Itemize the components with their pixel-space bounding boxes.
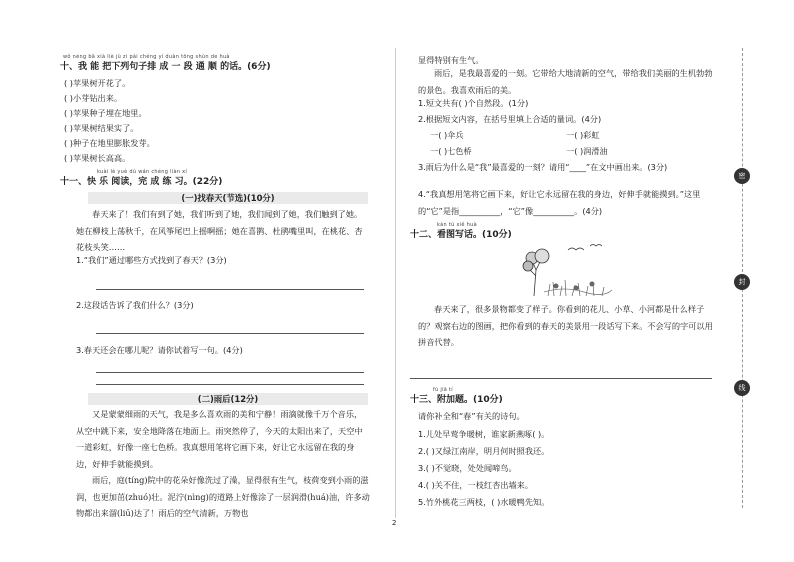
seal-mark-3: 线: [734, 380, 750, 396]
q10-title: 十、我 能 把下列句子排 成 一 段 通 顺 的话。(6分): [60, 62, 271, 72]
answer-line[interactable]: [96, 384, 364, 385]
part1-passage: 春天来了！我们有到了她，我们听到了她，我们闻到了她，我们触到了她。她在柳枝上荡秋千，在风筝尾巴上摇啊摇；她在喜鹊、杜鹃嘴里叫，在桃花、杏花枝头笑……: [76, 209, 363, 252]
river-icon: [544, 289, 612, 295]
seal-mark-1: 密: [734, 168, 750, 184]
q10-item-3[interactable]: ( )苹果种子埋在地里。: [64, 108, 147, 118]
q10-item-1[interactable]: ( )苹果树开花了。: [64, 78, 131, 88]
q13-title: 十三、附加题。(10分): [410, 395, 503, 405]
rq4: 4.“我真想用笔将它画下来，好让它永远留在我的身边，好伸手就能摸到。”这里的“它”是指__________，“它”像__________。(4分): [418, 189, 701, 216]
q10-item-6[interactable]: ( )苹果树长高高。: [64, 153, 131, 163]
q10-pinyin: wǒ néng bǎ xià liè jù zi pái chéng yí duàn tōng shùn de huà: [63, 54, 230, 60]
page-number: 2: [392, 519, 397, 527]
part1-heading: (一)找春天(节选)(10分): [88, 192, 368, 204]
rq2-item-1[interactable]: 一( )伞兵: [430, 130, 464, 140]
q10-item-5[interactable]: ( )种子在地里膨胀发芽。: [64, 138, 155, 148]
answer-line[interactable]: [410, 378, 712, 379]
spring-illustration: [520, 240, 612, 298]
rq2-item-4[interactable]: 一( )润滑油: [566, 146, 608, 156]
answer-line[interactable]: [96, 333, 364, 334]
part1-q2: 2.这段话告诉了我们什么？(3分): [76, 300, 194, 310]
rq1: 1.短文共有( )个自然段。(1分): [418, 98, 529, 108]
rq3: 3.雨后为什么是“我”最喜爱的一刻？请用“____”在文中画出来。(3分): [418, 162, 668, 172]
part2-passage: 又是蒙蒙细雨的天气，我是多么喜欢雨的美和宁静！雨滴就像千万个音乐，从空中跳下来，安全地降落在地面上。雨突然停了，今天的太阳出来了，天空中一道彩虹，好像一座七色桥。我真想用笔将它画下来，好让它永远留在我的身边，好伸手就能摸到。: [76, 409, 363, 469]
seal-mark-2: 封: [734, 274, 750, 290]
right-continuation: 显得特别有生气。: [418, 55, 484, 65]
q12-pinyin: kàn tú xiě huà: [437, 222, 477, 228]
q13-item-1[interactable]: 1.儿处早莺争暖树，谁家新燕啄( )。: [418, 429, 550, 439]
q13-intro: 请你补全和“春”有关的诗句。: [418, 411, 525, 421]
part2-passage-2: 雨后，庭(tíng)院中的花朵好像洗过了澡，显得很有生气，枝荷变到小雨的滋润，也更加茁(zhuó)壮。泥泞(nìng)的道路上好像涂了一层润滑(huá)油，许多动物都出来溜(liū)达了！雨后的空气清新，万物也: [76, 475, 370, 518]
q13-item-2[interactable]: 2.( )又绿江南岸，明月何时照我还。: [418, 446, 550, 456]
q13-pinyin: fù jiā tí: [433, 387, 453, 393]
part1-q1: 1.“我们”通过哪些方式找到了春天？(3分): [76, 255, 227, 265]
answer-line[interactable]: [96, 372, 364, 373]
rq2-item-2[interactable]: 一( )彩虹: [566, 130, 600, 140]
rq2: 2.根据短文内容，在括号里填上合适的量词。(4分): [418, 114, 602, 124]
answer-line[interactable]: [96, 289, 364, 290]
part1-q3: 3.春天还会在哪儿呢？请你试着写一句。(4分): [76, 345, 243, 355]
rq2-item-3[interactable]: 一( )七色桥: [430, 146, 472, 156]
q13-item-4[interactable]: 4.( )关不住，一枝红杏出墙来。: [418, 480, 534, 490]
q13-item-3[interactable]: 3.( )不觉晓，处处闻啼鸟。: [418, 463, 517, 473]
q12-title: 十二、看图写话。(10分): [410, 230, 512, 240]
column-divider: [395, 48, 396, 518]
q10-item-2[interactable]: ( )小芽钻出来。: [64, 93, 123, 103]
q12-text: 春天来了，很多景物都变了样子。你看到的花儿、小草、小河都是什么样子的？观察右边的图画，把你看到的春天的美景用一段话写下来。不会写的字可以用拼音代替。: [418, 304, 713, 347]
q13-item-5[interactable]: 5.竹外桃花三两枝，( )水暖鸭先知。: [418, 497, 550, 507]
q10-item-4[interactable]: ( )苹果树结果实了。: [64, 123, 139, 133]
bird-icon: [568, 245, 602, 251]
part2-heading: (二)雨后(12分): [88, 393, 368, 405]
q11-pinyin: kuài lè yuè dú wán chéng liàn xí: [97, 169, 188, 175]
q11-title: 十一、快 乐 阅读，完 成 练 习。(22分): [60, 177, 223, 187]
tree-icon: [523, 249, 549, 296]
right-passage: 雨后，是我最喜爱的一刻。它带给大地清新的空气，带给我们美丽的生机勃勃的景色。我喜欢雨后的美。: [418, 68, 713, 95]
